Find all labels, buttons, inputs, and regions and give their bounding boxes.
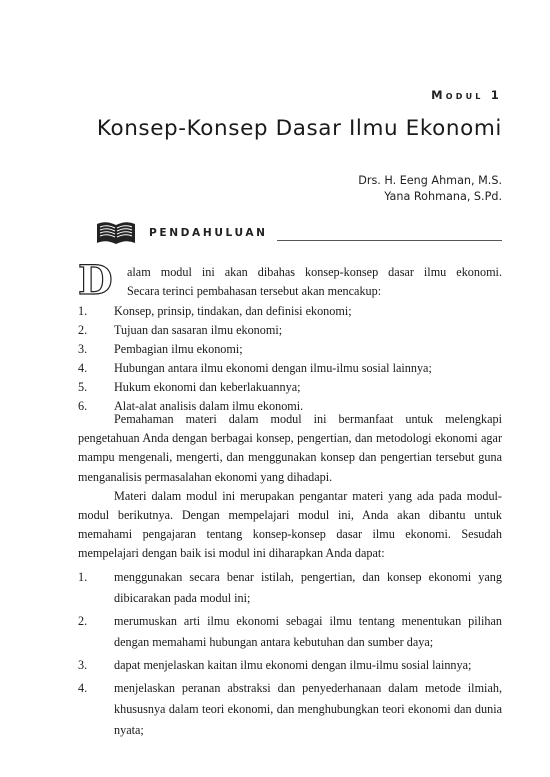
list-number: 4. [78, 361, 88, 375]
intro-paragraph [78, 257, 502, 304]
list-text: Konsep, prinsip, tindakan, dan definisi ekonomi; [114, 304, 352, 318]
list-number: 1. [78, 570, 88, 584]
list-item [78, 655, 502, 676]
list-text: menjelaskan peranan abstraksi dan penyederhanaan dalam metode ilmiah, khususnya dalam teori ekonomi, dan menghubungkan teori ekonomi dan dunia nyata; [114, 681, 502, 737]
author-2: Yana Rohmana, S.Pd. [384, 189, 502, 203]
list-number: 6. [78, 399, 88, 413]
list-item [78, 678, 502, 741]
list-number: 1. [78, 304, 88, 318]
page-title: Konsep-Konsep Dasar Ilmu Ekonomi [96, 116, 502, 141]
body-paragraphs [78, 410, 502, 564]
list-text: Hukum ekonomi dan keberlakuannya; [114, 380, 301, 394]
section-title: PENDAHULUAN [149, 227, 268, 239]
list-text: Tujuan dan sasaran ilmu ekonomi; [114, 323, 283, 337]
book-icon [96, 221, 136, 245]
list-item [78, 340, 502, 359]
drop-cap: D [78, 257, 113, 304]
author-1: Drs. H. Eeng Ahman, M.S. [358, 174, 502, 187]
intro-line-2: Secara terinci pembahasan tersebut akan mencakup: [127, 284, 382, 298]
objectives-list [78, 567, 502, 743]
list-item [78, 611, 502, 653]
authors [358, 173, 502, 204]
list-number: 3. [78, 342, 88, 356]
list-number: 3. [78, 658, 88, 672]
paragraph-2: Materi dalam modul ini merupakan pengantar materi yang ada pada modul-modul berikutnya. Dengan mempelajari modul ini, Anda akan dibantu untuk memahami pengajaran tentang konsep-konsep dasar ilmu ekonomi. Sesudah mempelajari dengan baik isi modul ini diharapkan Anda dapat: [78, 488, 502, 561]
module-label: Modul 1 [431, 88, 502, 102]
list-number: 2. [78, 323, 88, 337]
list-number: 2. [78, 614, 88, 628]
list-text: Hubungan antara ilmu ekonomi dengan ilmu-ilmu sosial lainnya; [114, 361, 432, 375]
list-item [78, 359, 502, 378]
list-item [78, 378, 502, 397]
list-number: 4. [78, 681, 88, 695]
list-text: merumuskan arti ilmu ekonomi sebagai ilmu tentang menentukan pilihan dengan memahami hubungan antara kebutuhan dan sumber daya; [114, 614, 502, 649]
list-number: 5. [78, 380, 88, 394]
list-text: Pembagian ilmu ekonomi; [114, 342, 243, 356]
paragraph-1: Pemahaman materi dalam modul ini bermanfaat untuk melengkapi pengetahuan Anda dengan berbagai konsep, pengertian, dan metodologi ekonomi agar mampu mengenali, mengerti, dan menggunakan konsep dan pengertian tersebut guna menganalisis permasalahan ekonomi yang dihadapi. [78, 412, 502, 484]
intro-line-1: alam modul ini akan dibahas konsep-konsep dasar ilmu ekonomi. [127, 265, 502, 279]
list-text: menggunakan secara benar istilah, pengertian, dan konsep ekonomi yang dibicarakan pada modul ini; [114, 570, 502, 605]
section-divider [277, 240, 502, 241]
list-text: dapat menjelaskan kaitan ilmu ekonomi dengan ilmu-ilmu sosial lainnya; [114, 658, 472, 672]
list-item [78, 321, 502, 340]
list-item [78, 302, 502, 321]
topics-list [78, 302, 502, 416]
list-text: Alat-alat analisis dalam ilmu ekonomi. [114, 399, 304, 413]
list-item [78, 567, 502, 609]
section-header [96, 221, 502, 243]
